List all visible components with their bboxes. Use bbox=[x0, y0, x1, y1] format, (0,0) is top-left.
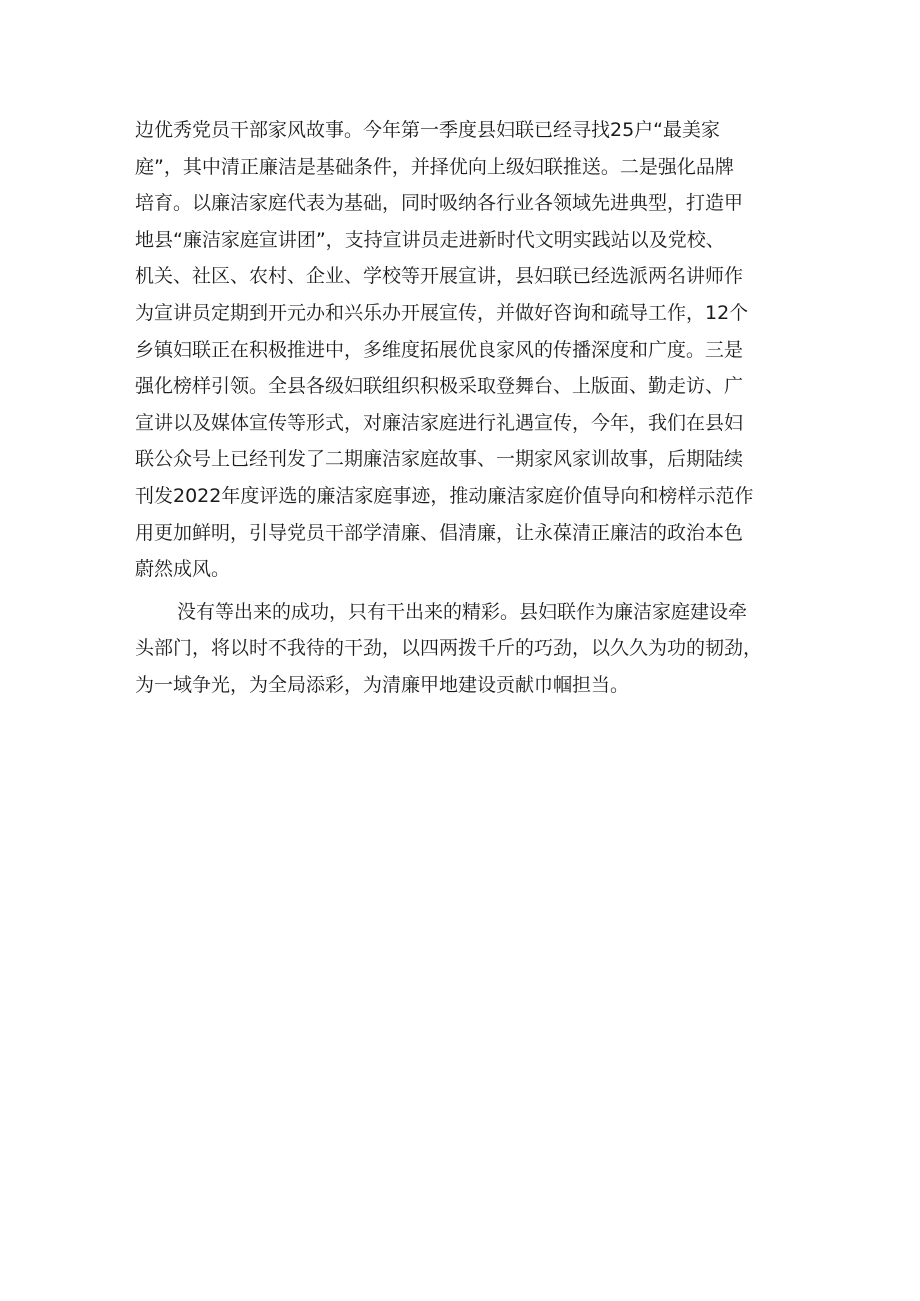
paragraph-2 bbox=[135, 594, 800, 704]
text-line: 蔚然成风。 bbox=[135, 558, 231, 581]
text-line: 刊发2022年度评选的廉洁家庭事迹，推动廉洁家庭价值导向和榜样示范作 bbox=[135, 484, 754, 507]
text-line: 宣讲以及媒体宣传等形式，对廉洁家庭进行礼遇宣传，今年，我们在县妇 bbox=[135, 411, 744, 434]
paragraph-1 bbox=[135, 112, 800, 588]
text-line: 庭”，其中清正廉洁是基础条件，并择优向上级妇联推送。二是强化品牌 bbox=[135, 155, 734, 178]
text-line: 没有等出来的成功，只有干出来的精彩。县妇联作为廉洁家庭建设牵 bbox=[177, 600, 748, 623]
text-line: 地县“廉洁家庭宣讲团”，支持宣讲员走进新时代文明实践站以及党校、 bbox=[135, 228, 725, 251]
text-line: 联公众号上已经刊发了二期廉洁家庭故事、一期家风家训故事，后期陆续 bbox=[135, 448, 744, 471]
text-line: 机关、社区、农村、企业、学校等开展宣讲，县妇联已经选派两名讲师作 bbox=[135, 265, 744, 288]
text-line: 头部门，将以时不我待的干劲，以四两拨千斤的巧劲，以久久为功的韧劲， bbox=[135, 637, 763, 660]
text-line: 乡镇妇联正在积极推进中，多维度拓展优良家风的传播深度和广度。三是 bbox=[135, 338, 744, 361]
text-line: 用更加鲜明，引导党员干部学清廉、倡清廉，让永葆清正廉洁的政治本色 bbox=[135, 521, 744, 544]
text-line: 为一域争光，为全局添彩，为清廉甲地建设贡献巾帼担当。 bbox=[135, 673, 630, 696]
document-body bbox=[135, 112, 800, 704]
text-line: 边优秀党员干部家风故事。今年第一季度县妇联已经寻找25户“最美家 bbox=[135, 119, 721, 141]
text-line: 培育。以廉洁家庭代表为基础，同时吸纳各行业各领域先进典型，打造甲 bbox=[135, 192, 744, 215]
text-line: 强化榜样引领。全县各级妇联组织积极采取登舞台、上版面、勤走访、广 bbox=[135, 375, 744, 398]
text-line: 为宣讲员定期到开元办和兴乐办开展宣传，并做好咨询和疏导工作，12个 bbox=[135, 301, 749, 324]
